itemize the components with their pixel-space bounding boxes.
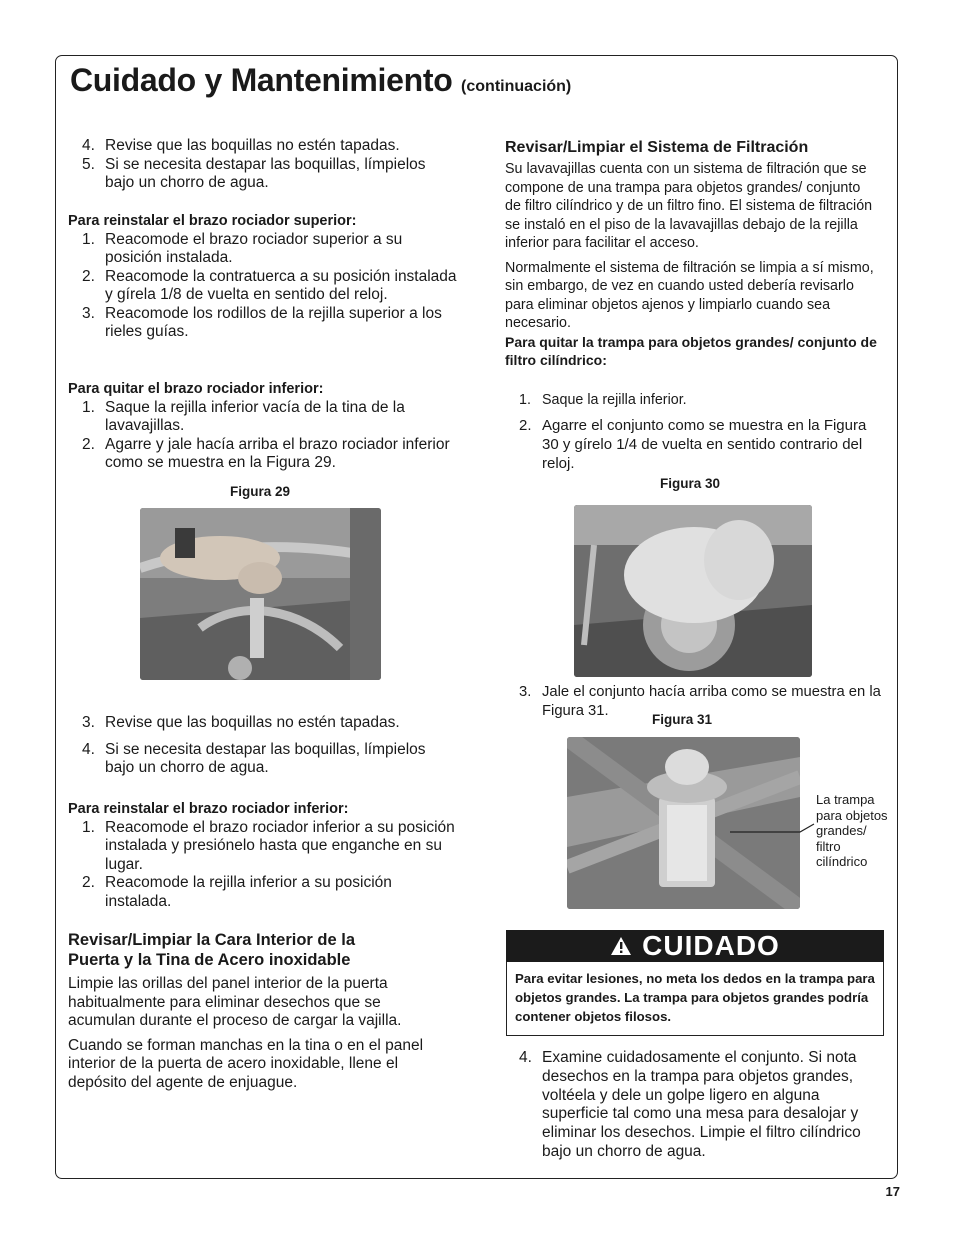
paragraph: Su lavavajillas cuenta con un sistema de filtración que se compone de una trampa para objetos grandes/ conjunto de filtro cilíndrico y de un filtro fino. El sistema de filtración se instaló en el piso de la lavavajillas debajo de la rejilla inferior para facilitar el acceso. [505, 161, 873, 251]
figure-29-photo [140, 508, 381, 680]
title-sub: (continuación) [461, 78, 572, 95]
list-item: 1. Saque la rejilla inferior vacía de la tina de la lavavajillas. [82, 398, 405, 434]
door-tub-section [68, 930, 408, 970]
list-item: 3. Jale el conjunto hacía arriba como se muestra en la Figura 31. [519, 684, 881, 719]
list-item: 3. Reacomode los rodillos de la rejilla superior a los rieles guías. [82, 304, 442, 340]
list-item: 2. Reacomode la rejilla inferior a su posición instalada. [82, 874, 392, 910]
paragraph: Normalmente el sistema de filtración se limpia a sí mismo, sin embargo, de vez en cuando usted debería revisarlo para eliminar objetos ajenos y limpiarlo cuando sea necesario. [505, 259, 874, 331]
left-list-after-fig29 [70, 714, 450, 778]
section-heading: Revisar/Limpiar el Sistema de Filtración [505, 139, 809, 156]
right-list-c [507, 1049, 872, 1162]
remove-lower-section [68, 380, 458, 473]
list-item: 1. Saque la rejilla inferior. [519, 392, 687, 408]
list-item: 3. Revise que las boquillas no estén tapadas. [82, 714, 400, 731]
right-list-a [507, 391, 867, 473]
list-item: 2. Agarre y jale hacía arriba el brazo rociador inferior como se muestra en la Figura 29. [82, 435, 450, 471]
reinstall-lower-section [68, 800, 458, 911]
title-main: Cuidado y Mantenimiento [70, 62, 453, 98]
figure-29-caption: Figura 29 [230, 484, 291, 499]
figure-30-caption: Figura 30 [660, 476, 721, 491]
list-item: 4. Examine cuidadosamente el conjunto. Si nota desechos en la trampa para objetos grandes, voltéela y dele un golpe ligero en alguna superficie tal como una mesa para desalojar y eliminar los desechos. Limpie el filtro cilíndrico bajo un chorro de agua. [519, 1049, 861, 1160]
caution-header [506, 930, 884, 962]
caution-title: CUIDADO [642, 930, 780, 961]
subheading: Para reinstalar el brazo rociador inferior: [68, 801, 349, 817]
list-item: 2. Agarre el conjunto como se muestra en la Figura 30 y gírelo 1/4 de vuelta en sentido contrario del reloj. [519, 416, 867, 472]
reinstall-upper-section [68, 212, 458, 342]
paragraph: Cuando se forman manchas en la tina o en el panel interior de la puerta de acero inoxidable, llene el depósito del agente de enjuague. [68, 1036, 424, 1091]
list-item: 1. Reacomode el brazo rociador inferior a su posición instalada y presiónelo hasta que enganche en su lugar. [82, 818, 455, 873]
section-heading: Revisar/Limpiar la Cara Interior de la Puerta y la Tina de Acero inoxidable [68, 931, 356, 969]
figure-31-caption: Figura 31 [652, 712, 713, 727]
door-tub-paragraphs [68, 975, 448, 1092]
list-item: 4. Revise que las boquillas no estén tapadas. [82, 137, 400, 154]
figure-31-callout: La trampa para objetos grandes/ filtro cilíndrico [816, 792, 888, 869]
caution-body: Para evitar lesiones, no meta los dedos en la trampa para objetos grandes. La trampa para objetos grandes podría contener objetos filosos. [506, 962, 884, 1036]
paragraph: Limpie las orillas del panel interior de la puerta habitualmente para eliminar desechos que se acumulan durante el proceso de cargar la vajilla. [68, 975, 402, 1029]
page-number: 17 [885, 1184, 900, 1199]
list-item: 4. Si se necesita destapar las boquillas, límpielos bajo un chorro de agua. [82, 740, 426, 776]
figure-30-photo [574, 505, 812, 677]
warning-triangle-icon [610, 936, 632, 956]
subheading: Para quitar el brazo rociador inferior: [68, 381, 324, 397]
list-item: 5. Si se necesita destapar las boquillas, límpielos bajo un chorro de agua. [82, 155, 426, 191]
left-list-a [70, 137, 450, 193]
callout-leader-line [730, 820, 815, 840]
subheading: Para reinstalar el brazo rociador superior: [68, 213, 357, 229]
list-item: 2. Reacomode la contratuerca a su posición instalada y gírela 1/8 de vuelta en sentido del reloj. [82, 267, 457, 303]
page-title [70, 62, 571, 99]
subheading: Para quitar la trampa para objetos grandes/ conjunto de filtro cilíndrico: [505, 333, 877, 368]
list-item: 1. Reacomode el brazo rociador superior a su posición instalada. [82, 230, 403, 266]
filtration-section [505, 138, 880, 369]
